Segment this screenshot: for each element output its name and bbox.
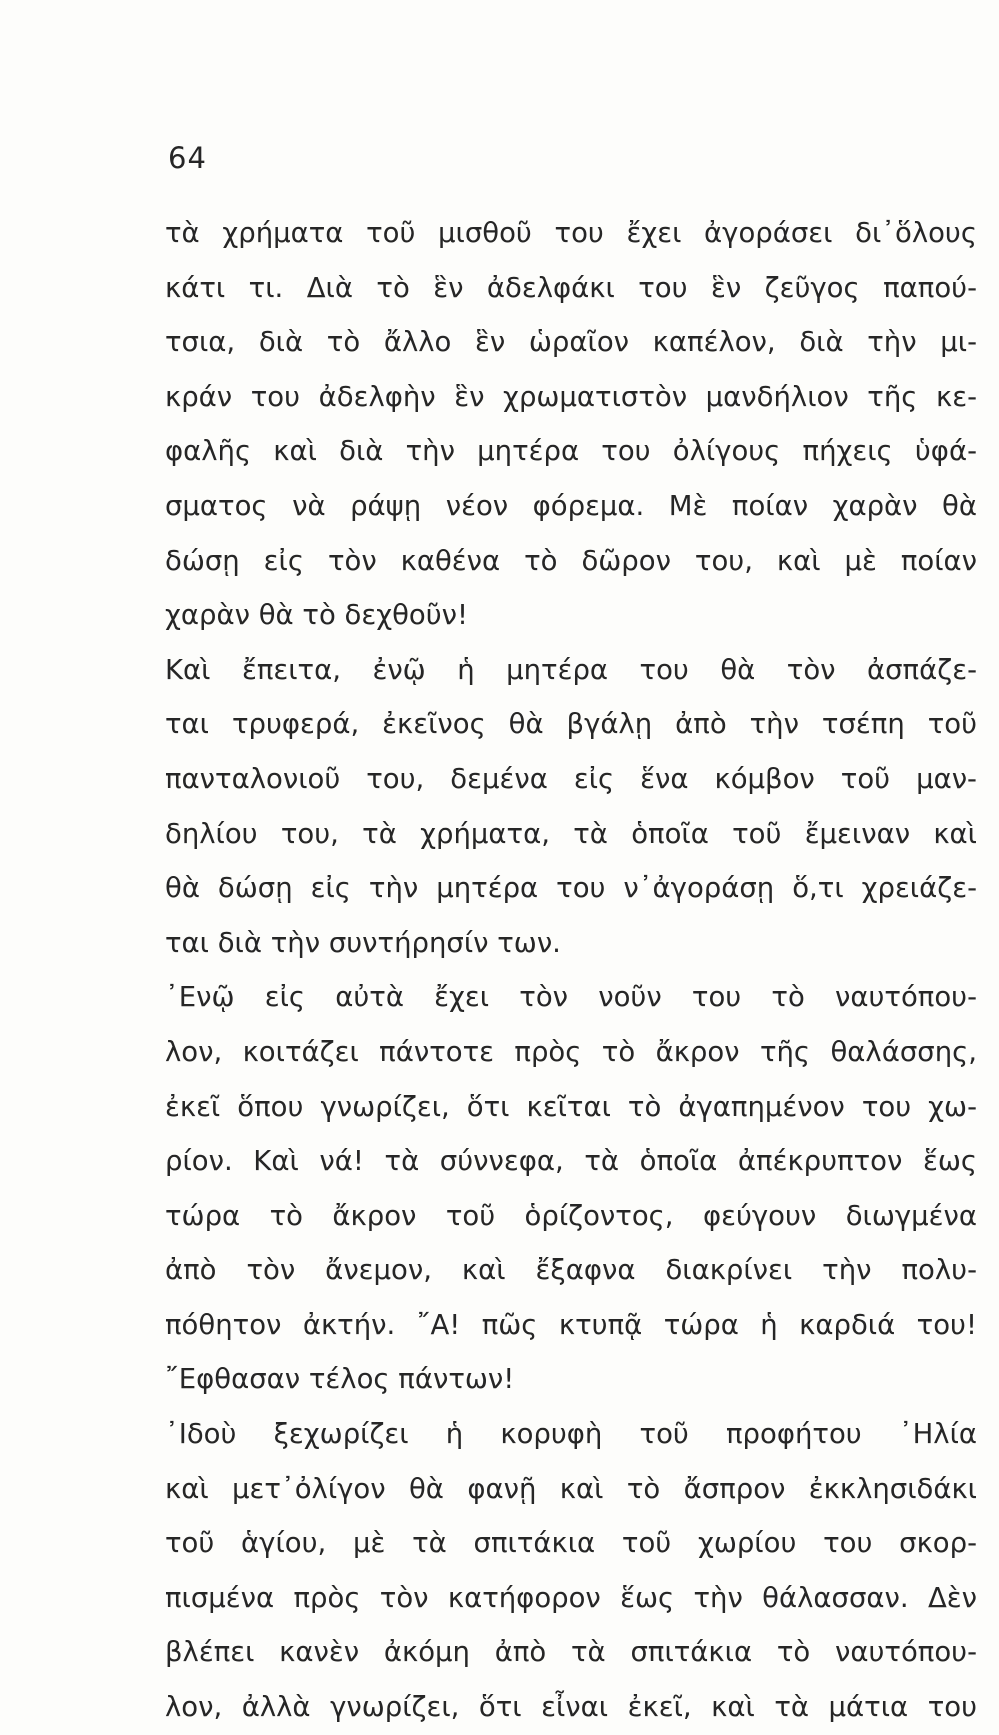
- text-line: βλέπει κανὲν ἀκόμη ἀπὸ τὰ σπιτάκια τὸ ναυτόπου-: [165, 1636, 977, 1669]
- text-line: ται διὰ τὴν συντήρησίν των.: [165, 926, 561, 959]
- text-line: πισμένα πρὸς τὸν κατήφορον ἕως τὴν θάλασσαν. Δὲν: [165, 1581, 977, 1614]
- text-line: δηλίου του, τὰ χρήματα, τὰ ὁποῖα τοῦ ἔμειναν καὶ: [165, 817, 977, 850]
- text-line: καὶ μετ᾽ὀλίγον θὰ φανῇ καὶ τὸ ἄσπρον ἐκκλησιδάκι: [165, 1472, 977, 1505]
- body-text: [165, 206, 977, 1735]
- text-line: τοῦ ἁγίου, μὲ τὰ σπιτάκια τοῦ χωρίου του σκορ-: [165, 1527, 977, 1560]
- text-line: ται τρυφερά, ἐκεῖνος θὰ βγάλῃ ἀπὸ τὴν τσέπη τοῦ: [165, 708, 977, 741]
- text-line: τώρα τὸ ἄκρον τοῦ ὁρίζοντος, φεύγουν διωγμένα: [165, 1199, 977, 1232]
- text-line: λον, ἀλλὰ γνωρίζει, ὅτι εἶναι ἐκεῖ, καὶ τὰ μάτια του: [165, 1691, 977, 1724]
- text-line: κάτι τι. Διὰ τὸ ἓν ἀδελφάκι του ἓν ζεῦγος παπού-: [165, 271, 977, 304]
- text-line: ἀπὸ τὸν ἄνεμον, καὶ ἔξαφνα διακρίνει τὴν πολυ-: [165, 1254, 977, 1287]
- text-line: πόθητον ἀκτήν. ῎Α! πῶς κτυπᾷ τώρα ἡ καρδιά του!: [165, 1308, 977, 1341]
- text-line: φαλῆς καὶ διὰ τὴν μητέρα του ὀλίγους πήχεις ὑφά-: [165, 435, 977, 468]
- text-line: θὰ δώσῃ εἰς τὴν μητέρα του ν᾽ἀγοράσῃ ὅ,τι χρειάζε-: [165, 872, 977, 905]
- text-line: χαρὰν θὰ τὸ δεχθοῦν!: [165, 599, 469, 632]
- text-line: λον, κοιτάζει πάντοτε πρὸς τὸ ἄκρον τῆς θαλάσσης,: [165, 1035, 977, 1068]
- text-line: δώσῃ εἰς τὸν καθένα τὸ δῶρον του, καὶ μὲ ποίαν: [165, 544, 977, 577]
- text-line: Καὶ ἔπειτα, ἐνῷ ἡ μητέρα του θὰ τὸν ἀσπάζε-: [165, 653, 977, 686]
- text-line: τὰ χρήματα τοῦ μισθοῦ του ἔχει ἀγοράσει δι᾽ὅλους: [165, 217, 977, 249]
- text-line: ᾽Ιδοὺ ξεχωρίζει ἡ κορυφὴ τοῦ προφήτου ᾽Ηλία: [165, 1418, 977, 1451]
- text-line: ρίον. Καὶ νά! τὰ σύννεφα, τὰ ὁποῖα ἀπέκρυπτον ἕως: [165, 1145, 977, 1178]
- text-line: ἐκεῖ ὅπου γνωρίζει, ὅτι κεῖται τὸ ἀγαπημένον του χω-: [165, 1090, 977, 1123]
- text-line: κράν του ἀδελφὴν ἓν χρωματιστὸν μανδήλιον τῆς κε-: [165, 380, 977, 413]
- text-line: ῎Εφθασαν τέλος πάντων!: [165, 1363, 515, 1396]
- page-number: 64: [168, 141, 207, 175]
- text-line: τσια, διὰ τὸ ἄλλο ἓν ὡραῖον καπέλον, διὰ τὴν μι-: [165, 326, 977, 359]
- text-line: ᾽Ενῷ εἰς αὐτὰ ἔχει τὸν νοῦν του τὸ ναυτόπου-: [165, 981, 977, 1014]
- text-line: σματος νὰ ράψῃ νέον φόρεμα. Μὲ ποίαν χαρὰν θὰ: [165, 489, 977, 522]
- text-line: πανταλονιοῦ του, δεμένα εἰς ἕνα κόμβον τοῦ μαν-: [165, 762, 977, 795]
